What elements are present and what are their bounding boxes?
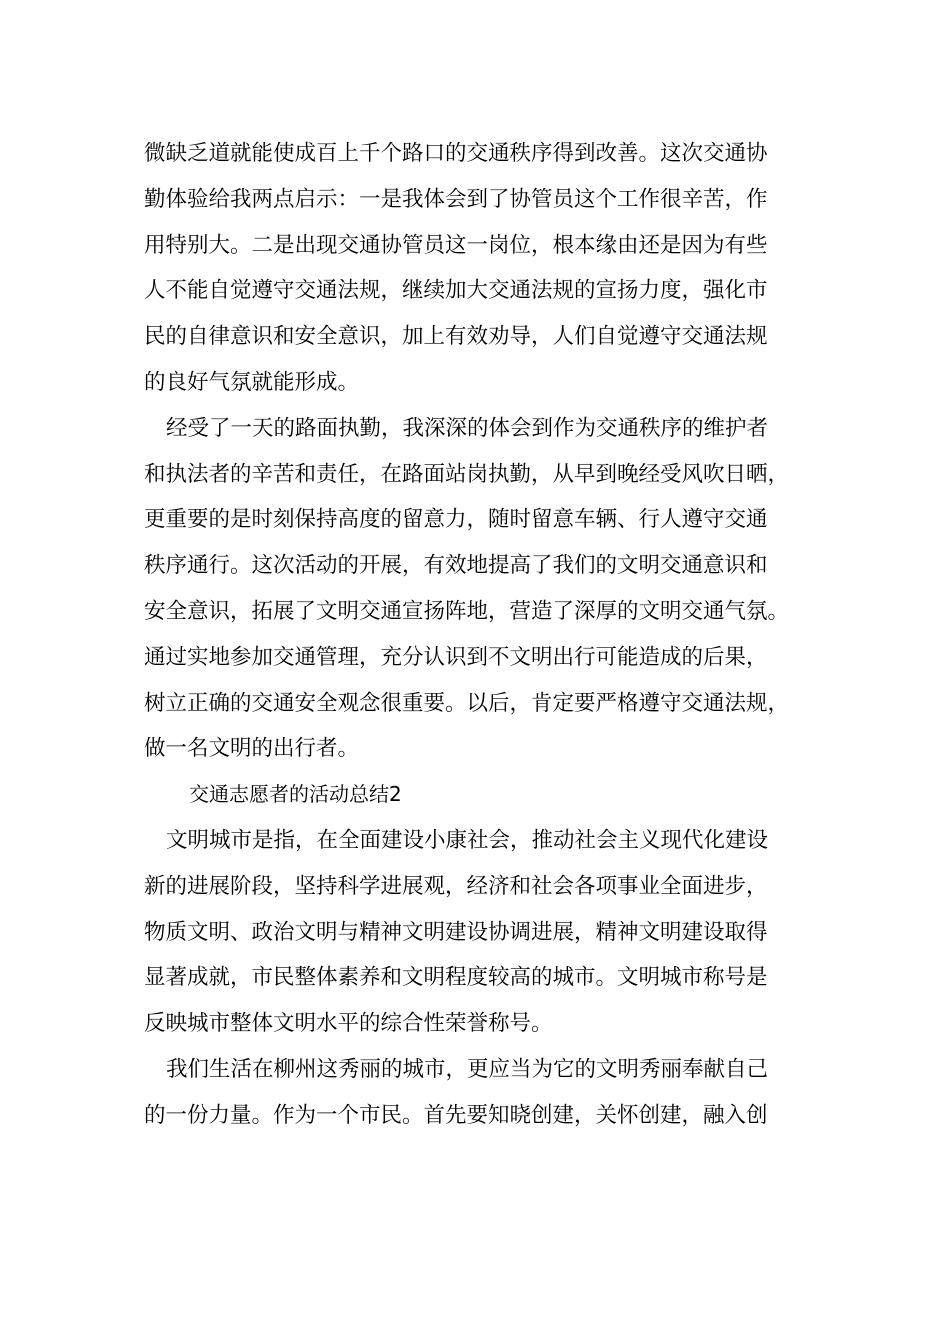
- text-line: 安全意识，拓展了文明交通宣扬阵地，营造了深厚的文明交通气氛。: [144, 598, 790, 624]
- text-line: 用特别大。二是出现交通协管员这一岗位，根本缘由还是因为有些: [144, 232, 768, 258]
- paragraph-4: [144, 1047, 824, 1139]
- text-line: 的一份力量。作为一个市民。首先要知晓创建，关怀创建，融入创: [144, 1102, 768, 1128]
- text-line: 民的自律意识和安全意识，加上有效劝导，人们自觉遵守交通法规: [144, 324, 768, 350]
- paragraph-2: [144, 406, 824, 772]
- text-line: 秩序通行。这次活动的开展，有效地提高了我们的文明交通意识和: [144, 553, 768, 579]
- paragraph-3: [144, 818, 824, 1047]
- text-line: 勤体验给我两点启示：一是我体会到了协管员这个工作很辛苦，作: [144, 186, 768, 212]
- text-line: 显著成就，市民整体素养和文明程度较高的城市。文明城市称号是: [144, 965, 768, 991]
- text-line: 树立正确的交通安全观念很重要。以后，肯定要严格遵守交通法规，: [144, 690, 790, 716]
- paragraph-1: [144, 131, 824, 406]
- text-line: 的良好气氛就能形成。: [144, 369, 360, 395]
- text-line: 我们生活在柳州这秀丽的城市，更应当为它的文明秀丽奉献自己: [166, 1056, 769, 1082]
- text-line: 文明城市是指，在全面建设小康社会，推动社会主义现代化建设: [166, 827, 769, 853]
- document-body: [144, 131, 824, 1139]
- text-line: 物质文明、政治文明与精神文明建设协调进展，精神文明建设取得: [144, 919, 768, 945]
- text-line: 更重要的是时刻保持高度的留意力，随时留意车辆、行人遵守交通: [144, 507, 768, 533]
- text-line: 经受了一天的路面执勤，我深深的体会到作为交通秩序的维护者: [166, 415, 769, 441]
- text-line: 通过实地参加交通管理，充分认识到不文明出行可能造成的后果，: [144, 644, 768, 670]
- text-line: 和执法者的辛苦和责任，在路面站岗执勤，从早到晚经受风吹日晒，: [144, 461, 790, 487]
- section-title: 交通志愿者的活动总结2: [189, 782, 402, 807]
- text-line: 人不能自觉遵守交通法规，继续加大交通法规的宣扬力度，强化市: [144, 278, 768, 304]
- text-line: 反映城市整体文明水平的综合性荣誉称号。: [144, 1011, 553, 1037]
- text-line: 微缺乏道就能使成百上千个路口的交通秩序得到改善。这次交通协: [144, 141, 768, 166]
- text-line: 新的进展阶段，坚持科学进展观，经济和社会各项事业全面进步，: [144, 873, 768, 899]
- text-line: 做一名文明的出行者。: [144, 736, 360, 762]
